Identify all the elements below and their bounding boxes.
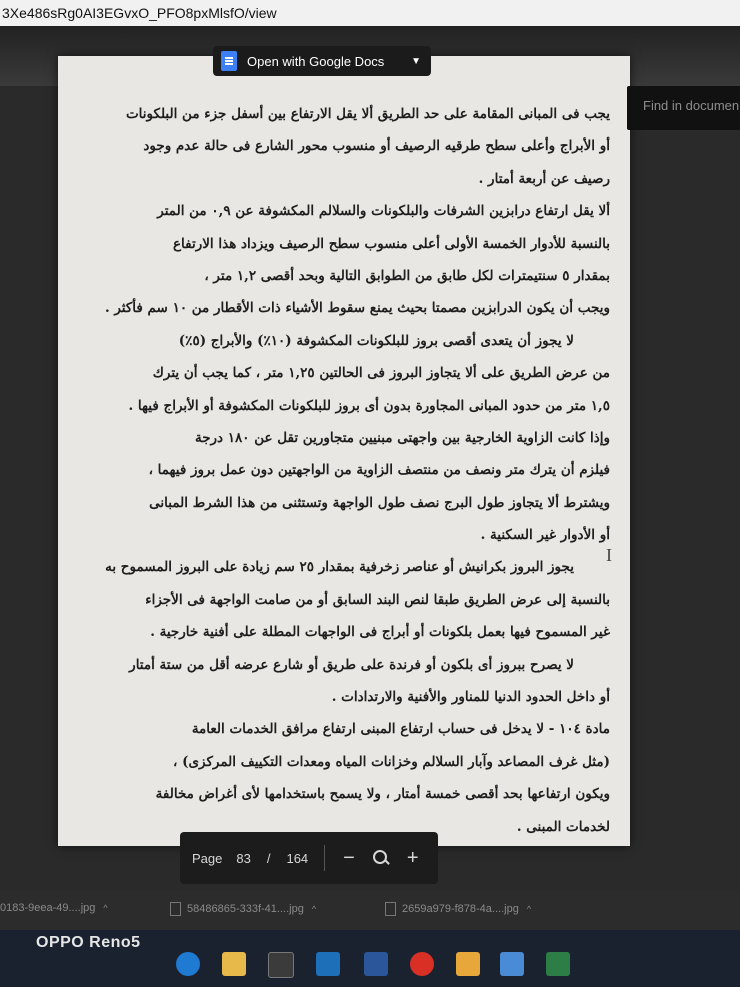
url-bar[interactable]: 3Xe486sRg0AI3EGvxO_PFO8pxMlsfO/view [0, 0, 740, 26]
text-line: غير المسموح فيها بعمل بلكونات أو أبراج فى الواجهات المطلة على أفنية خارجية . [150, 624, 610, 641]
zoom-in-button[interactable]: + [406, 846, 419, 869]
edge-icon[interactable] [176, 952, 200, 976]
find-in-document-input[interactable]: Find in documen [627, 86, 740, 130]
text-line: بالنسبة للأدوار الخمسة الأولى أعلى منسوب سطح الرصيف ويزداد هذا الارتفاع [172, 235, 610, 252]
page-label: Page [192, 850, 223, 866]
text-line: ويكون ارتفاعها بحد أقصى خمسة أمتار ، ولا يسمح باستخدامها لأى أغراض مخالفة [155, 786, 610, 803]
text-line: يجوز البروز بكرانيش أو عناصر زخرفية بمقدار ٢٥ سم زيادة على البروز المسموح به [105, 559, 574, 576]
pager-divider [324, 845, 325, 871]
text-line: لا يصرح ببروز أى بلكون أو فرندة على طريق أو شارع عرضه أقل من ستة أمتار [129, 656, 574, 673]
chevron-down-icon[interactable]: ▼ [411, 55, 421, 67]
store-icon[interactable] [268, 952, 294, 978]
text-line: ألا يقل ارتفاع درابزين الشرفات والبلكونات والسلالم المكشوفة عن ٠,٩ من المتر [157, 203, 610, 220]
document-page [58, 53, 630, 846]
text-line: من عرض الطريق على ألا يتجاوز البروز فى الحالتين ١,٢٥ متر ، كما يجب أن يترك [152, 365, 610, 382]
zoom-icon[interactable] [373, 850, 389, 866]
download-filename: 58486865-333f-41....jpg [187, 902, 304, 915]
text-line: أو الأبراج وأعلى سطح طرقيه الرصيف أو منسوب محور الشارع فى حالة عدم وجود [143, 138, 610, 155]
download-item[interactable] [385, 902, 531, 916]
download-filename: 0183-9eea-49....jpg [0, 902, 96, 914]
text-line: لا يجوز أن يتعدى أقصى بروز للبلكونات المكشوفة (١٠٪) والأبراج (٥٪) [178, 332, 574, 349]
text-line: (مثل غرف المصاعد وآبار السلالم وخزانات المياه ومعدات التكييف المركزى) ، [173, 753, 610, 770]
text-line: أو داخل الحدود الدنيا للمناور والأفنية والارتدادات . [331, 689, 610, 706]
file-icon [170, 902, 181, 916]
folder-icon[interactable] [456, 952, 480, 976]
app-icon[interactable] [546, 952, 570, 976]
app-icon[interactable] [500, 952, 524, 976]
chevron-up-icon[interactable]: ^ [103, 903, 108, 913]
text-line: بمقدار ٥ سنتيمترات لكل طابق من الطوابق التالية وبحد أقصى ١,٢ متر ، [204, 267, 610, 284]
chevron-up-icon[interactable]: ^ [311, 903, 317, 914]
file-icon [385, 902, 396, 916]
camera-watermark: OPPO Reno5 [36, 934, 141, 951]
page-navigation-bar [180, 832, 438, 884]
text-line: ويجب أن يكون الدرابزين مصمتا بحيث يمنع سقوط الأشياء ذات الأقطار من ١٠ سم فأكثر . [104, 300, 610, 317]
document-text [70, 98, 610, 846]
text-line: أو الأدوار غير السكنية . [480, 527, 610, 544]
file-explorer-icon[interactable] [222, 952, 246, 976]
text-line: مادة ١٠٤ - لا يدخل فى حساب ارتفاع المبنى ارتفاع مرافق الخدمات العامة [191, 721, 610, 738]
text-line: ويشترط ألا يتجاوز طول البرج نصف طول الواجهة وتستثنى من هذا الشرط المبانى [149, 494, 610, 511]
text-line: وإذا كانت الزاوية الخارجية بين واجهتى مبنيين متجاورين تقل عن ١٨٠ درجة [194, 429, 610, 446]
google-docs-icon [221, 51, 237, 71]
chevron-up-icon[interactable]: ^ [526, 903, 532, 914]
chrome-icon[interactable] [410, 952, 434, 976]
downloads-shelf [0, 890, 740, 930]
text-cursor-icon: I [606, 545, 612, 565]
download-item[interactable] [0, 902, 108, 914]
text-line: ١,٥ متر من حدود المبانى المجاورة بدون أى بروز للبلكونات المكشوفة أو الأبراج فيها . [128, 397, 610, 414]
text-line: فيلزم أن يترك متر ونصف من منتصف الزاوية من الواجهتين دون عمل بروز فيهما ، [148, 462, 610, 479]
current-page-input[interactable]: 83 [236, 850, 251, 866]
download-filename: 2659a979-f878-4a....jpg [402, 902, 519, 915]
mail-icon[interactable] [316, 952, 340, 976]
text-line: بالنسبة إلى عرض الطريق طبقا لنص البند السابق أو من صامت الواجهة فى الأجزاء [145, 591, 610, 608]
zoom-out-button[interactable]: − [343, 846, 355, 869]
open-with-google-docs-button[interactable] [213, 46, 431, 76]
text-line: لخدمات المبنى . [516, 818, 610, 835]
text-line: يجب فى المبانى المقامة على حد الطريق ألا يقل الارتفاع بين أسفل جزء من البلكونات [125, 106, 610, 122]
text-line: رصيف عن أربعة أمتار . [478, 170, 610, 187]
download-item[interactable] [170, 902, 316, 916]
total-pages: 164 [286, 850, 309, 866]
word-icon[interactable] [364, 952, 388, 976]
open-with-label: Open with Google Docs [247, 53, 385, 69]
page-separator: / [266, 850, 271, 866]
